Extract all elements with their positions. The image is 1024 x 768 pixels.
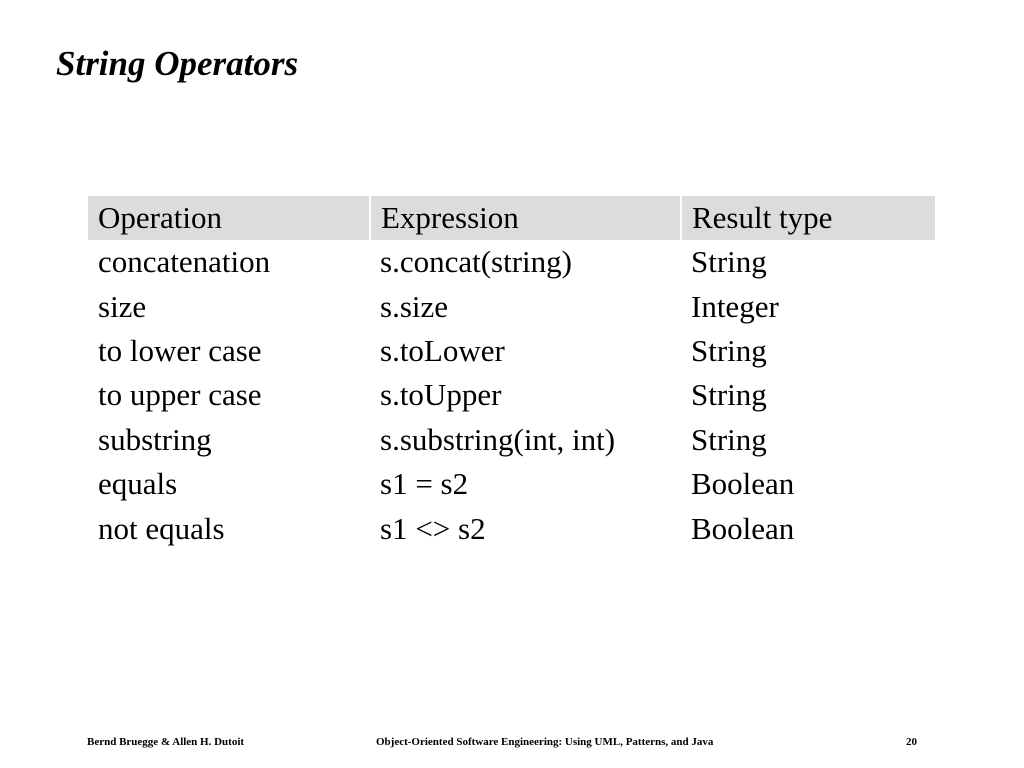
result-type-cell: String [691, 377, 767, 413]
result-type-cell: Integer [691, 288, 779, 324]
header-result-type: Result type [692, 200, 833, 235]
expression-cell: s.substring(int, int) [380, 421, 616, 457]
table-row [88, 240, 935, 284]
header-expression: Expression [370, 196, 681, 240]
expression-cell: s.toLower [380, 332, 505, 368]
table-row [88, 329, 935, 373]
operation-cell: to lower case [98, 332, 262, 368]
slide-title: String Operators [56, 44, 299, 83]
table-row [88, 284, 935, 328]
result-type-cell: Boolean [691, 466, 795, 502]
expression-cell: s1 <> s2 [380, 510, 486, 546]
operation-cell: size [98, 288, 147, 324]
operation-cell: substring [98, 421, 212, 457]
result-type-cell: String [691, 332, 767, 368]
table-row [88, 462, 935, 506]
string-operators-table [88, 196, 935, 551]
result-type-cell: String [691, 421, 767, 457]
table-header-row [88, 196, 935, 240]
expression-cell: s.size [380, 288, 449, 324]
footer-authors: Bernd Bruegge & Allen H. Dutoit [87, 736, 245, 748]
operation-cell: concatenation [98, 244, 271, 280]
expression-cell: s1 = s2 [380, 466, 469, 502]
result-type-cell: String [691, 244, 767, 280]
operation-cell: to upper case [98, 377, 262, 413]
result-type-cell: Boolean [691, 510, 795, 546]
footer-book-title: Object-Oriented Software Engineering: Using UML, Patterns, and Java [376, 736, 714, 748]
footer-page-number: 20 [906, 736, 917, 748]
table-row [88, 373, 935, 417]
operation-cell: equals [98, 466, 178, 502]
operation-cell: not equals [98, 510, 225, 546]
header-operation: Operation [88, 196, 370, 240]
table-row [88, 418, 935, 462]
expression-cell: s.toUpper [380, 377, 502, 413]
expression-cell: s.concat(string) [380, 244, 572, 280]
table-row [88, 506, 935, 550]
